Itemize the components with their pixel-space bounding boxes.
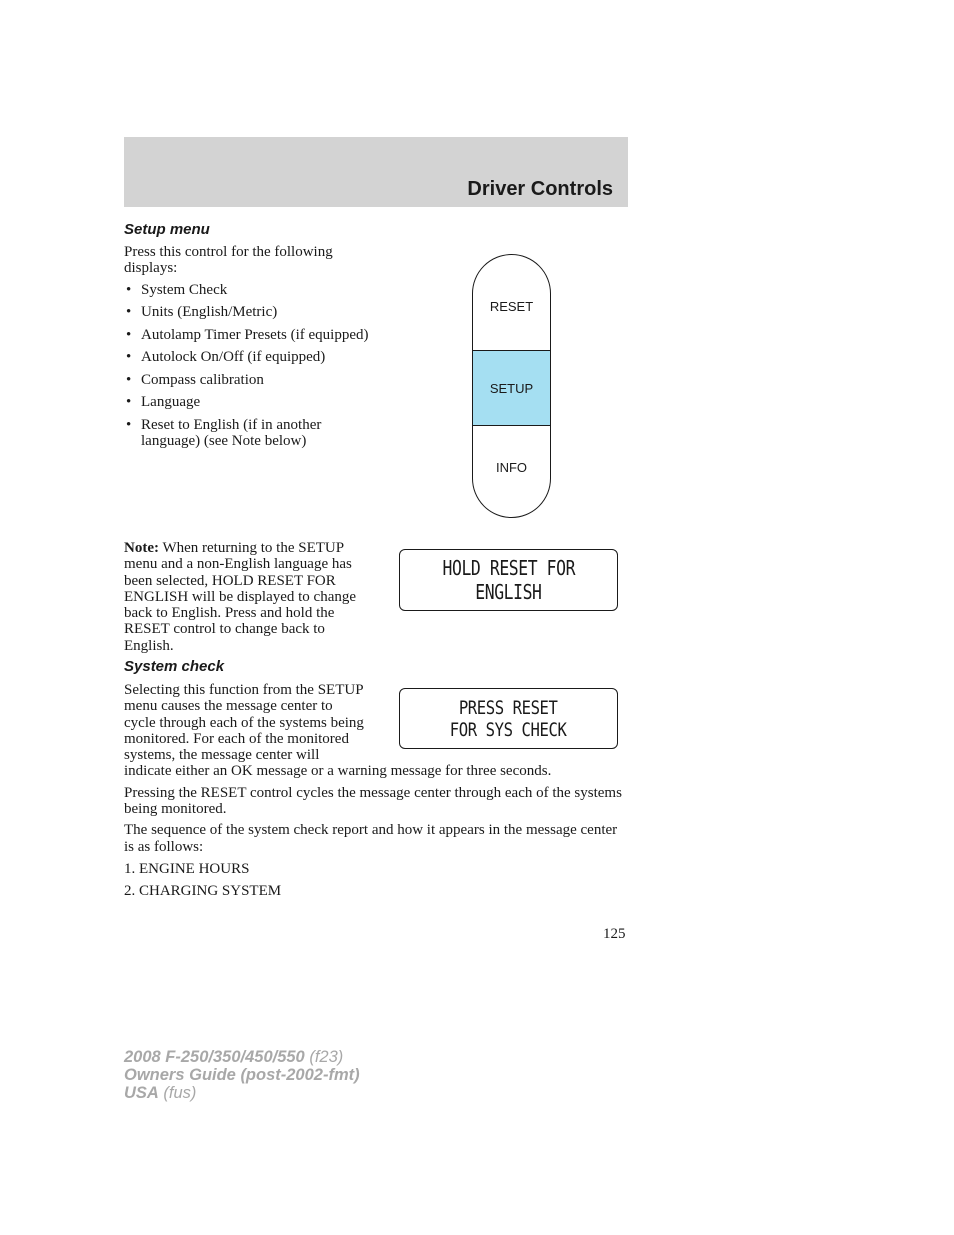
note-paragraph [124, 540, 376, 654]
setup-button-label: SETUP [473, 350, 550, 426]
message-display-hold-reset [399, 549, 618, 611]
footer-region-code: (fus) [158, 1084, 197, 1102]
footer-guide: Owners Guide (post-2002-fmt) [124, 1066, 360, 1084]
list-item: • Units (English/Metric) [124, 304, 374, 320]
setup-menu-heading: Setup menu [124, 221, 210, 238]
footer-document-info [124, 1048, 360, 1102]
system-check-paragraph-2: Pressing the RESET control cycles the message center through each of the systems being monitored. [124, 784, 622, 818]
display-line: HOLD RESET FOR [442, 556, 575, 580]
system-check-heading: System check [124, 658, 225, 675]
list-item: 2. CHARGING SYSTEM [124, 883, 282, 900]
setup-menu-list [124, 282, 374, 456]
list-item: • Reset to English (if in another language) (see Note below) [124, 417, 374, 450]
list-item: • Language [124, 394, 374, 410]
list-item: • Autolock On/Off (if equipped) [124, 349, 374, 365]
info-button-label: INFO [495, 460, 528, 475]
setup-menu-intro: Press this control for the following displays: [124, 244, 333, 277]
reset-button-label: RESET [489, 299, 534, 314]
section-title: Driver Controls [467, 178, 613, 200]
system-check-paragraph-3: The sequence of the system check report and how it appears in the message center is as follows: [124, 822, 618, 855]
section-header-band [124, 137, 628, 207]
footer-model-code: (f23) [304, 1048, 344, 1066]
display-line: PRESS RESET [459, 696, 558, 719]
message-display-press-reset [399, 688, 618, 749]
control-button-illustration [472, 254, 551, 518]
list-item: • Compass calibration [124, 372, 374, 388]
list-item: 1. ENGINE HOURS [124, 860, 250, 877]
note-text: When returning to the SETUP menu and a non-English language has been selected, HOLD RESET FOR ENGLISH will be displayed to change back to English. Press and hold the RESET control to change back to English. [124, 540, 357, 654]
footer-region: USA [124, 1084, 159, 1102]
display-line: ENGLISH [475, 580, 542, 604]
footer-model: 2008 F-250/350/450/550 [124, 1048, 305, 1066]
list-item: • System Check [124, 282, 374, 298]
display-line: FOR SYS CHECK [450, 718, 567, 741]
system-check-paragraph-1-text: Selecting this function from the SETUP menu causes the message center to cycle through each of the systems being monitored. For each of the monitored systems, the message center will indicate either an OK message or a warning message for three seconds. [124, 682, 552, 780]
page-number: 125 [603, 926, 626, 942]
note-label: Note: [124, 540, 159, 556]
list-item: • Autolamp Timer Presets (if equipped) [124, 327, 374, 343]
